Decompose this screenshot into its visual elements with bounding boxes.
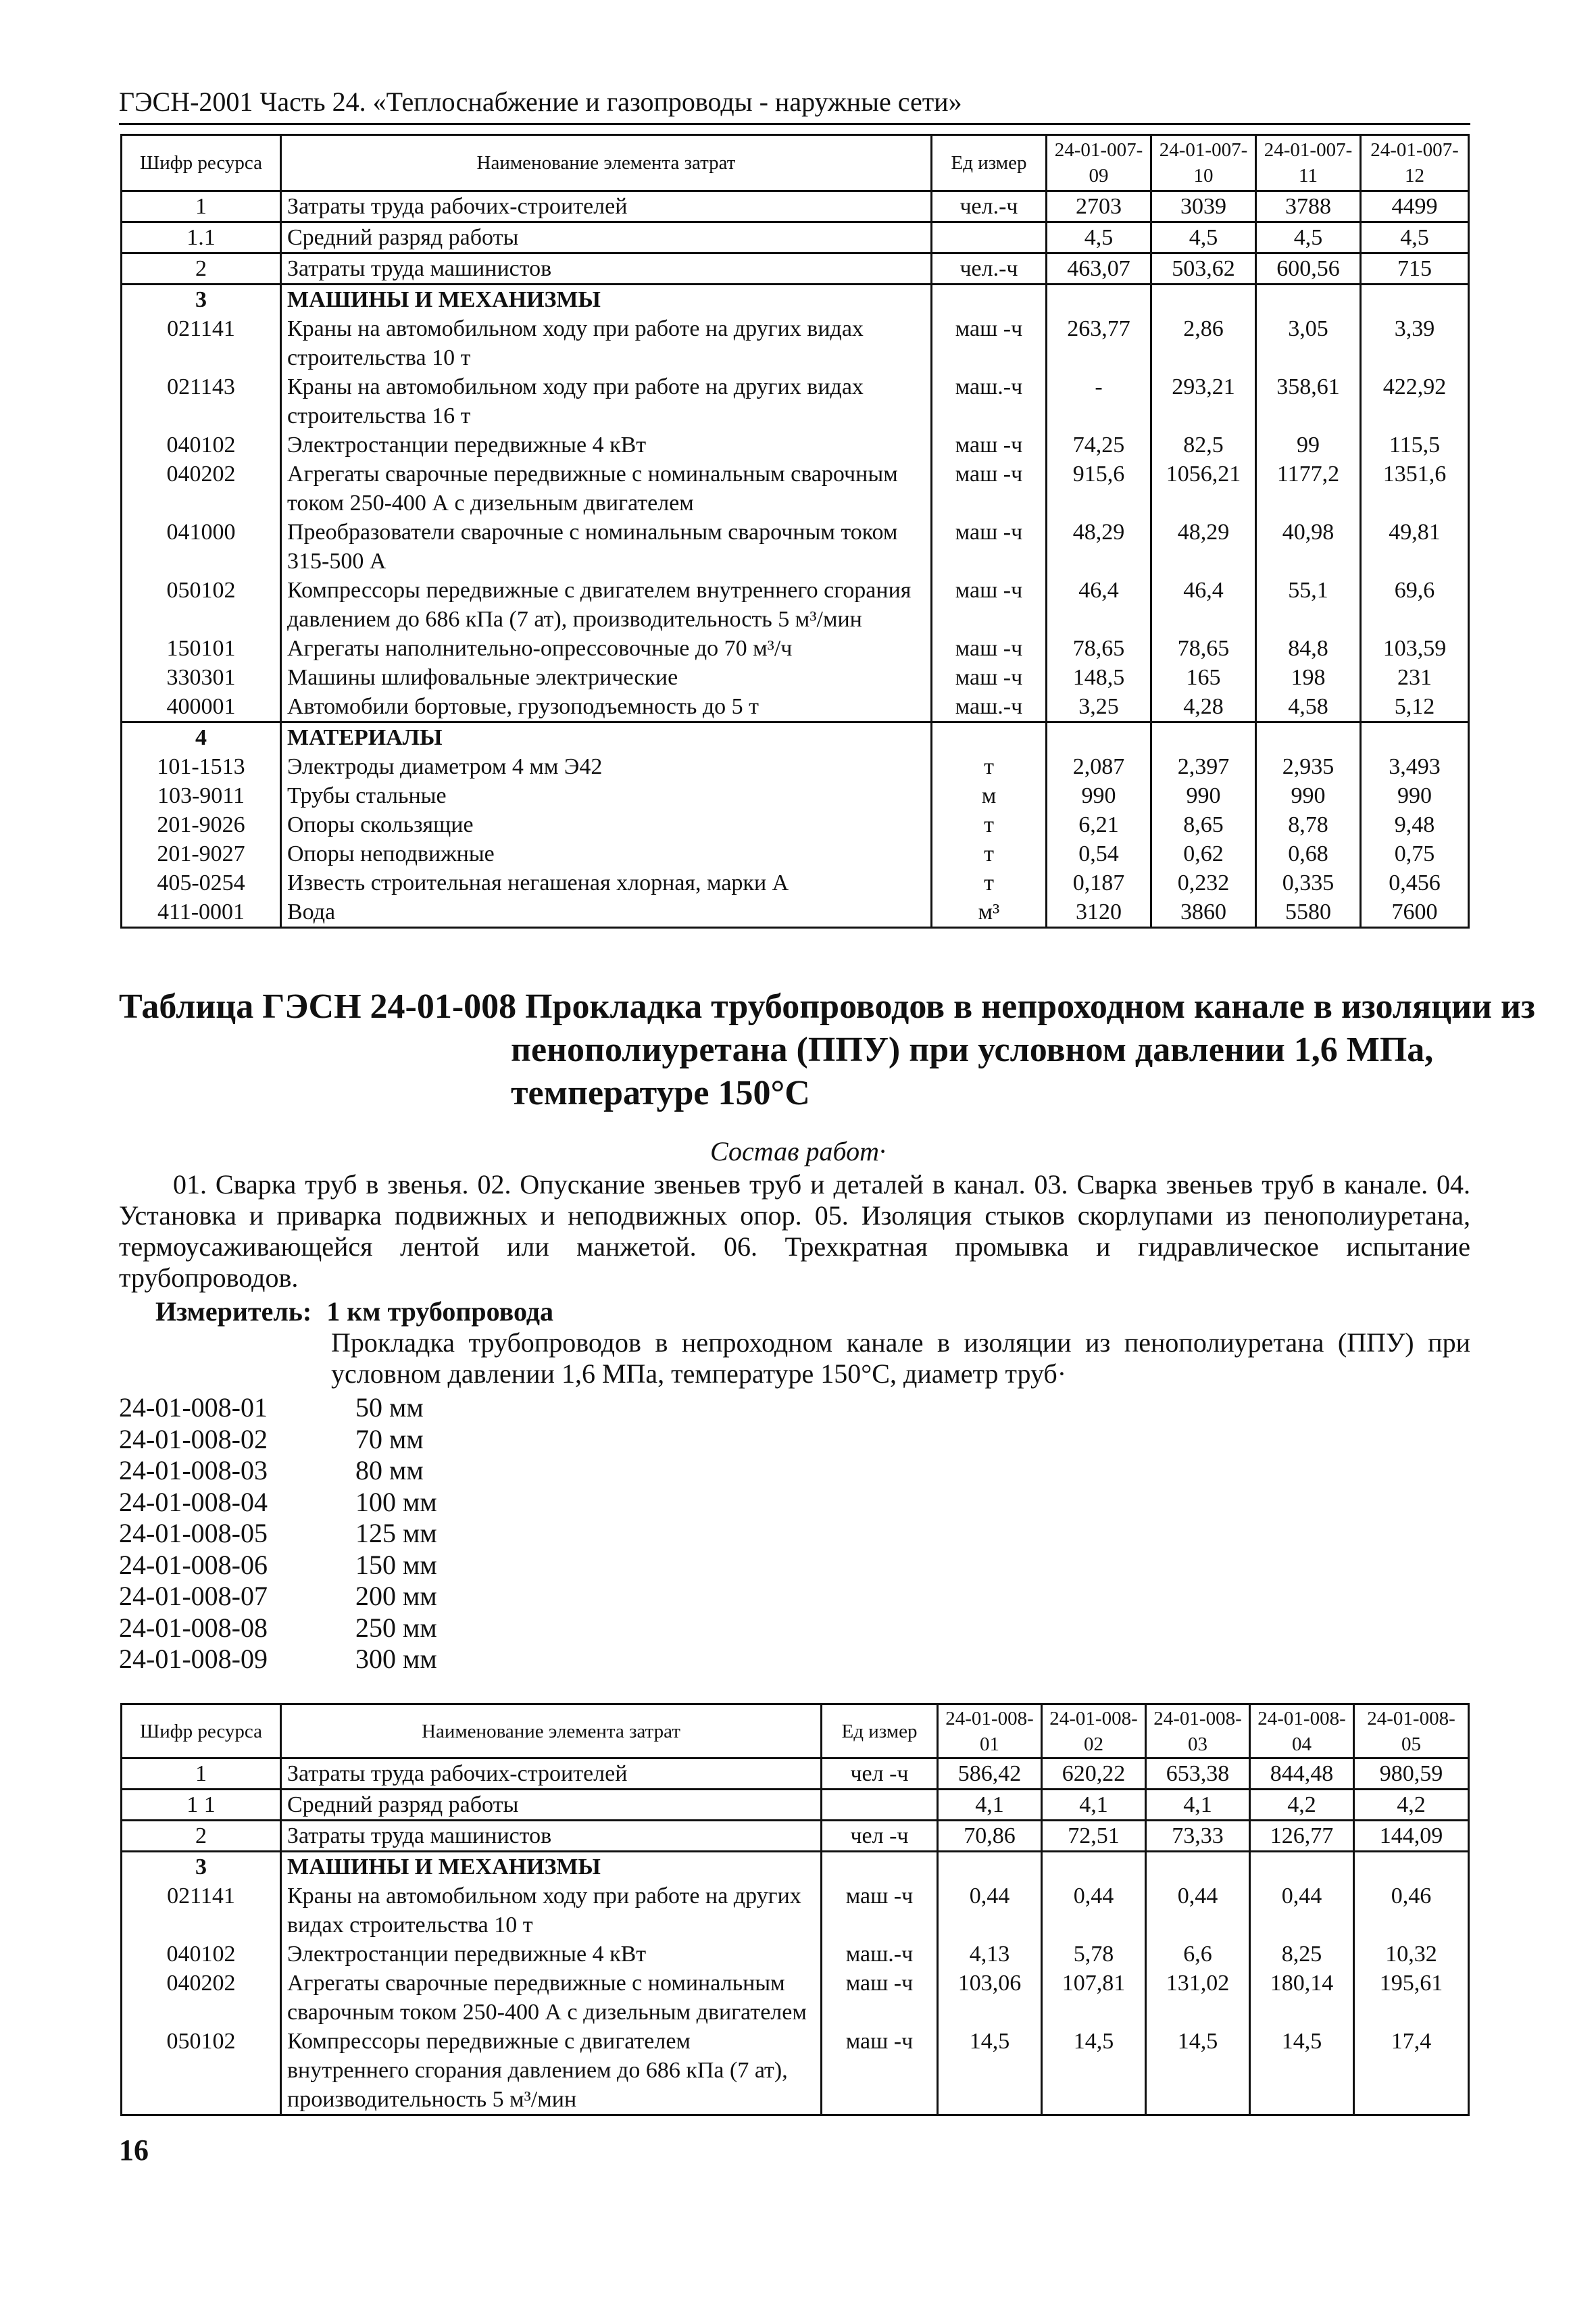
col-header-name: Наименование элемента затрат <box>281 135 932 191</box>
resource-code: 3 <box>122 1852 281 1882</box>
resource-unit: чел -ч <box>822 1758 938 1790</box>
works-text: 01. Сварка труб в звенья. 02. Опускание звеньев труб и деталей в канал. 03. Сварка звеньев труб в канале. 04. Установка и приварка подвижных и неподвижных опор. 05. Изоляция стыков скорлупами из пенополиуретана, термоусаживающейся лентой или манжетой. 06. Трехкратная промывка и гидравлическое испытание трубопроводов. <box>119 1169 1470 1293</box>
table-row <box>122 430 1469 460</box>
running-header: ГЭСН-2001 Часть 24. «Теплоснабжение и газопроводы - наружные сети» <box>119 85 1470 125</box>
resource-unit: т <box>932 752 1047 781</box>
resource-code: 1.1 <box>122 222 281 253</box>
norm-code: 24-01-008-04 <box>119 1486 268 1517</box>
resource-code: 040202 <box>122 1969 281 2027</box>
col-header-norm: 24-01-008-02 <box>1042 1704 1146 1758</box>
resource-value: 1351,6 <box>1361 460 1469 518</box>
resource-code: 021141 <box>122 314 281 372</box>
resource-value: 4,5 <box>1151 222 1256 253</box>
resource-code: 1 1 <box>122 1790 281 1821</box>
resource-value: 103,06 <box>938 1969 1042 2027</box>
resource-value: 144,09 <box>1354 1821 1469 1852</box>
table-row <box>122 810 1469 839</box>
resource-value: 990 <box>1047 781 1151 810</box>
table-row <box>122 1821 1469 1852</box>
resource-name: Компрессоры передвижные с двигателем внутреннего сгорания давлением до 686 кПа (7 ат), производительность 5 м³/мин <box>281 576 932 634</box>
resource-name: Электростанции передвижные 4 кВт <box>281 430 932 460</box>
resource-value: 5580 <box>1256 897 1361 928</box>
resource-value: 82,5 <box>1151 430 1256 460</box>
table-row <box>122 781 1469 810</box>
meter-value: 1 км трубопровода <box>326 1296 554 1327</box>
resource-value: 14,5 <box>1042 2027 1146 2115</box>
norm-row <box>119 1424 437 1456</box>
table-row <box>122 1758 1469 1790</box>
resource-value: 73,33 <box>1146 1821 1250 1852</box>
norm-code: 24-01-008-09 <box>119 1644 268 1674</box>
table-row <box>122 253 1469 285</box>
resource-value: 3,39 <box>1361 314 1469 372</box>
resource-name: Краны на автомобильном ходу при работе на других видах строительства 10 т <box>281 314 932 372</box>
pipe-diameter: 150 мм <box>355 1549 437 1580</box>
norm-code: 24-01-008-03 <box>119 1455 268 1485</box>
resource-code: 040102 <box>122 430 281 460</box>
resource-value: 198 <box>1256 663 1361 692</box>
resource-value: 7600 <box>1361 897 1469 928</box>
resource-value: 4,5 <box>1256 222 1361 253</box>
table-row <box>122 1790 1469 1821</box>
resource-value: 3860 <box>1151 897 1256 928</box>
col-header-name: Наименование элемента затрат <box>281 1704 822 1758</box>
col-header-unit: Ед измер <box>822 1704 938 1758</box>
resource-value: 0,232 <box>1151 868 1256 897</box>
resource-value: 10,32 <box>1354 1940 1469 1969</box>
norm-code: 24-01-008-02 <box>119 1423 268 1454</box>
resource-unit: чел -ч <box>822 1821 938 1852</box>
resource-value: 0,187 <box>1047 868 1151 897</box>
meter <box>155 1296 553 1327</box>
resource-value: 103,59 <box>1361 634 1469 663</box>
resource-value: 74,25 <box>1047 430 1151 460</box>
resource-unit: маш -ч <box>932 663 1047 692</box>
resource-code: 040102 <box>122 1940 281 1969</box>
resource-value: 49,81 <box>1361 518 1469 576</box>
resource-name: МАШИНЫ И МЕХАНИЗМЫ <box>281 1852 822 1882</box>
resource-name: МАТЕРИАЛЫ <box>281 722 932 753</box>
pipe-diameter: 70 мм <box>355 1423 424 1454</box>
resource-code: 1 <box>122 1758 281 1790</box>
table-row <box>122 897 1469 928</box>
resource-value: 263,77 <box>1047 314 1151 372</box>
resource-name: Затраты труда рабочих-строителей <box>281 1758 822 1790</box>
resource-name: Затраты труда машинистов <box>281 253 932 285</box>
table-row <box>122 868 1469 897</box>
resource-value <box>1361 722 1469 753</box>
resource-value: 14,5 <box>1146 2027 1250 2115</box>
resource-value: 40,98 <box>1256 518 1361 576</box>
norm-row <box>119 1518 437 1550</box>
resource-code: 1 <box>122 191 281 222</box>
resource-code: 021141 <box>122 1881 281 1940</box>
resource-value: 0,44 <box>938 1881 1042 1940</box>
norm-row <box>119 1581 437 1613</box>
resource-name: Средний разряд работы <box>281 222 932 253</box>
table-title <box>119 985 1535 1115</box>
col-header-norm: 24-01-008-01 <box>938 1704 1042 1758</box>
resource-unit: маш -ч <box>822 1881 938 1940</box>
resource-unit: м³ <box>932 897 1047 928</box>
resource-unit: чел.-ч <box>932 191 1047 222</box>
norm-code: 24-01-008-06 <box>119 1549 268 1580</box>
resource-unit: маш -ч <box>932 576 1047 634</box>
resource-code: 050102 <box>122 2027 281 2115</box>
norm-row <box>119 1613 437 1644</box>
norm-list <box>119 1392 437 1675</box>
resource-value: 78,65 <box>1151 634 1256 663</box>
resource-value: 131,02 <box>1146 1969 1250 2027</box>
norm-code: 24-01-008-05 <box>119 1518 268 1548</box>
resource-value: - <box>1047 372 1151 430</box>
resource-value: 78,65 <box>1047 634 1151 663</box>
norm-row <box>119 1644 437 1675</box>
resource-value: 5,78 <box>1042 1940 1146 1969</box>
pipe-diameter: 125 мм <box>355 1518 437 1548</box>
resource-name: Опоры скользящие <box>281 810 932 839</box>
resource-table-007 <box>120 134 1470 929</box>
table-row <box>122 576 1469 634</box>
resource-name: Электроды диаметром 4 мм Э42 <box>281 752 932 781</box>
resource-value: 4,2 <box>1354 1790 1469 1821</box>
table-row <box>122 372 1469 430</box>
resource-name: Агрегаты наполнительно-опрессовочные до 70 м³/ч <box>281 634 932 663</box>
resource-value: 14,5 <box>1250 2027 1354 2115</box>
resource-value <box>1250 1852 1354 1882</box>
resource-value: 600,56 <box>1256 253 1361 285</box>
resource-code: 411-0001 <box>122 897 281 928</box>
section-row <box>122 722 1469 753</box>
resource-value: 8,65 <box>1151 810 1256 839</box>
resource-unit: маш.-ч <box>932 692 1047 722</box>
page-number: 16 <box>119 2134 149 2167</box>
resource-code: 150101 <box>122 634 281 663</box>
resource-value: 17,4 <box>1354 2027 1469 2115</box>
resource-value: 2,86 <box>1151 314 1256 372</box>
col-header-unit: Ед измер <box>932 135 1047 191</box>
resource-name: МАШИНЫ И МЕХАНИЗМЫ <box>281 285 932 315</box>
resource-value: 990 <box>1256 781 1361 810</box>
resource-value <box>1047 722 1151 753</box>
resource-value: 715 <box>1361 253 1469 285</box>
resource-value <box>1047 285 1151 315</box>
resource-value: 2,935 <box>1256 752 1361 781</box>
table-row <box>122 692 1469 722</box>
resource-value: 4,28 <box>1151 692 1256 722</box>
resource-code: 201-9027 <box>122 839 281 868</box>
section-row <box>122 285 1469 315</box>
resource-unit: т <box>932 839 1047 868</box>
resource-name: Средний разряд работы <box>281 1790 822 1821</box>
resource-value: 620,22 <box>1042 1758 1146 1790</box>
resource-value: 9,48 <box>1361 810 1469 839</box>
resource-unit: чел.-ч <box>932 253 1047 285</box>
resource-value: 4,13 <box>938 1940 1042 1969</box>
resource-name: Агрегаты сварочные передвижные с номинальным сварочным током 250-400 А с дизельным двигателем <box>281 460 932 518</box>
table-row <box>122 1969 1469 2027</box>
norm-description: Прокладка трубопроводов в непроходном канале в изоляции из пенополиуретана (ППУ) при условном давлении 1,6 МПа, температуре 150°С, диаметр труб· <box>331 1327 1470 1389</box>
resource-code: 3 <box>122 285 281 315</box>
resource-value: 126,77 <box>1250 1821 1354 1852</box>
resource-value: 1056,21 <box>1151 460 1256 518</box>
resource-value <box>1042 1852 1146 1882</box>
resource-value <box>1256 722 1361 753</box>
table-row <box>122 839 1469 868</box>
resource-name: Компрессоры передвижные с двигателем внутреннего сгорания давлением до 686 кПа (7 ат), производительность 5 м³/мин <box>281 2027 822 2115</box>
resource-name: Краны на автомобильном ходу при работе на других видах строительства 10 т <box>281 1881 822 1940</box>
resource-value: 0,335 <box>1256 868 1361 897</box>
resource-value: 2703 <box>1047 191 1151 222</box>
resource-value: 46,4 <box>1151 576 1256 634</box>
resource-code: 021143 <box>122 372 281 430</box>
resource-value: 4,1 <box>938 1790 1042 1821</box>
resource-value: 148,5 <box>1047 663 1151 692</box>
resource-value: 4,58 <box>1256 692 1361 722</box>
table-row <box>122 314 1469 372</box>
resource-value: 5,12 <box>1361 692 1469 722</box>
resource-value: 69,6 <box>1361 576 1469 634</box>
resource-value: 4,2 <box>1250 1790 1354 1821</box>
resource-value: 915,6 <box>1047 460 1151 518</box>
resource-value: 4,5 <box>1047 222 1151 253</box>
resource-value: 8,78 <box>1256 810 1361 839</box>
resource-code: 2 <box>122 1821 281 1852</box>
table-row <box>122 663 1469 692</box>
resource-code: 2 <box>122 253 281 285</box>
resource-unit: м <box>932 781 1047 810</box>
resource-value: 0,44 <box>1042 1881 1146 1940</box>
resource-value: 4,1 <box>1146 1790 1250 1821</box>
section-row <box>122 1852 1469 1882</box>
table-row <box>122 518 1469 576</box>
col-header-norm: 24-01-008-03 <box>1146 1704 1250 1758</box>
resource-value: 2,087 <box>1047 752 1151 781</box>
resource-unit <box>932 222 1047 253</box>
col-header-norm: 24-01-007-09 <box>1047 135 1151 191</box>
resource-code: 103-9011 <box>122 781 281 810</box>
works-heading: Состав работ· <box>710 1136 886 1166</box>
resource-value: 358,61 <box>1256 372 1361 430</box>
col-header-code: Шифр ресурса <box>122 135 281 191</box>
resource-value: 0,75 <box>1361 839 1469 868</box>
resource-unit <box>932 722 1047 753</box>
table-row <box>122 2027 1469 2115</box>
resource-unit: маш -ч <box>932 460 1047 518</box>
col-header-norm: 24-01-007-10 <box>1151 135 1256 191</box>
resource-value <box>1151 285 1256 315</box>
resource-table-008 <box>120 1703 1470 2116</box>
resource-name: Вода <box>281 897 932 928</box>
resource-name: Машины шлифовальные электрические <box>281 663 932 692</box>
table-title-line-1: Таблица ГЭСН 24-01-008 Прокладка трубопроводов в непроходном канале в изоляции из <box>119 987 1535 1026</box>
resource-value: 2,397 <box>1151 752 1256 781</box>
resource-value: 3120 <box>1047 897 1151 928</box>
col-header-norm: 24-01-007-12 <box>1361 135 1469 191</box>
resource-value: 180,14 <box>1250 1969 1354 2027</box>
norm-code: 24-01-008-08 <box>119 1612 268 1643</box>
resource-code: 050102 <box>122 576 281 634</box>
resource-unit: маш -ч <box>932 430 1047 460</box>
resource-name: Краны на автомобильном ходу при работе на других видах строительства 16 т <box>281 372 932 430</box>
pipe-diameter: 100 мм <box>355 1486 437 1517</box>
table-row <box>122 222 1469 253</box>
pipe-diameter: 250 мм <box>355 1612 437 1643</box>
resource-value: 0,46 <box>1354 1881 1469 1940</box>
resource-value: 195,61 <box>1354 1969 1469 2027</box>
resource-value: 293,21 <box>1151 372 1256 430</box>
resource-value: 8,25 <box>1250 1940 1354 1969</box>
pipe-diameter: 300 мм <box>355 1644 437 1674</box>
resource-name: Электростанции передвижные 4 кВт <box>281 1940 822 1969</box>
resource-value: 0,44 <box>1146 1881 1250 1940</box>
resource-code: 041000 <box>122 518 281 576</box>
resource-value: 3,493 <box>1361 752 1469 781</box>
resource-value: 6,6 <box>1146 1940 1250 1969</box>
resource-code: 400001 <box>122 692 281 722</box>
norm-code: 24-01-008-07 <box>119 1581 268 1611</box>
resource-value: 1177,2 <box>1256 460 1361 518</box>
pipe-diameter: 80 мм <box>355 1455 424 1485</box>
resource-value: 4499 <box>1361 191 1469 222</box>
resource-unit: маш -ч <box>932 518 1047 576</box>
pipe-diameter: 200 мм <box>355 1581 437 1611</box>
table-title-line-2: пенополиуретана (ППУ) при условном давлении 1,6 МПа, температуре 150°С <box>511 1031 1434 1112</box>
resource-value: 107,81 <box>1042 1969 1146 2027</box>
resource-value: 0,62 <box>1151 839 1256 868</box>
resource-value: 99 <box>1256 430 1361 460</box>
resource-name: Автомобили бортовые, грузоподъемность до 5 т <box>281 692 932 722</box>
resource-unit: маш -ч <box>932 634 1047 663</box>
resource-value: 0,456 <box>1361 868 1469 897</box>
resource-value: 46,4 <box>1047 576 1151 634</box>
resource-name: Опоры неподвижные <box>281 839 932 868</box>
resource-unit <box>932 285 1047 315</box>
resource-name: Затраты труда рабочих-строителей <box>281 191 932 222</box>
resource-value: 0,54 <box>1047 839 1151 868</box>
resource-value: 48,29 <box>1047 518 1151 576</box>
meter-label: Измеритель: <box>155 1296 312 1327</box>
resource-value: 0,44 <box>1250 1881 1354 1940</box>
norm-row <box>119 1487 437 1519</box>
resource-unit: маш -ч <box>822 1969 938 2027</box>
norm-row <box>119 1550 437 1581</box>
resource-value <box>1354 1852 1469 1882</box>
col-header-norm: 24-01-007-11 <box>1256 135 1361 191</box>
resource-unit <box>822 1852 938 1882</box>
resource-value: 115,5 <box>1361 430 1469 460</box>
resource-value <box>1146 1852 1250 1882</box>
resource-value <box>1361 285 1469 315</box>
resource-unit: маш.-ч <box>822 1940 938 1969</box>
resource-value: 653,38 <box>1146 1758 1250 1790</box>
resource-value: 586,42 <box>938 1758 1042 1790</box>
table-row <box>122 752 1469 781</box>
resource-code: 201-9026 <box>122 810 281 839</box>
table-row <box>122 634 1469 663</box>
resource-unit: маш -ч <box>822 2027 938 2115</box>
resource-value: 0,68 <box>1256 839 1361 868</box>
resource-value: 48,29 <box>1151 518 1256 576</box>
resource-value: 990 <box>1361 781 1469 810</box>
resource-value: 422,92 <box>1361 372 1469 430</box>
resource-name: Агрегаты сварочные передвижные с номинальным сварочным током 250-400 А с дизельным двигателем <box>281 1969 822 2027</box>
resource-code: 040202 <box>122 460 281 518</box>
resource-value: 844,48 <box>1250 1758 1354 1790</box>
resource-value: 84,8 <box>1256 634 1361 663</box>
resource-value <box>938 1852 1042 1882</box>
resource-code: 101-1513 <box>122 752 281 781</box>
resource-unit: т <box>932 868 1047 897</box>
resource-unit: т <box>932 810 1047 839</box>
resource-name: Затраты труда машинистов <box>281 1821 822 1852</box>
resource-value: 6,21 <box>1047 810 1151 839</box>
resource-code: 330301 <box>122 663 281 692</box>
resource-name: Трубы стальные <box>281 781 932 810</box>
resource-value: 231 <box>1361 663 1469 692</box>
resource-value: 980,59 <box>1354 1758 1469 1790</box>
norm-row <box>119 1455 437 1487</box>
resource-name: Преобразователи сварочные с номинальным сварочным током 315-500 А <box>281 518 932 576</box>
norm-code: 24-01-008-01 <box>119 1392 268 1423</box>
resource-code: 405-0254 <box>122 868 281 897</box>
col-header-norm: 24-01-008-05 <box>1354 1704 1469 1758</box>
resource-unit <box>822 1790 938 1821</box>
resource-value: 990 <box>1151 781 1256 810</box>
resource-value: 3788 <box>1256 191 1361 222</box>
resource-value: 3,05 <box>1256 314 1361 372</box>
resource-value: 165 <box>1151 663 1256 692</box>
resource-unit: маш.-ч <box>932 372 1047 430</box>
table-row <box>122 1881 1469 1940</box>
table-row <box>122 1940 1469 1969</box>
col-header-code: Шифр ресурса <box>122 1704 281 1758</box>
resource-value: 4,5 <box>1361 222 1469 253</box>
resource-value: 70,86 <box>938 1821 1042 1852</box>
resource-value: 14,5 <box>938 2027 1042 2115</box>
resource-value: 3,25 <box>1047 692 1151 722</box>
resource-value <box>1151 722 1256 753</box>
col-header-norm: 24-01-008-04 <box>1250 1704 1354 1758</box>
resource-code: 4 <box>122 722 281 753</box>
resource-value: 463,07 <box>1047 253 1151 285</box>
table-row <box>122 460 1469 518</box>
table-row <box>122 191 1469 222</box>
pipe-diameter: 50 мм <box>355 1392 424 1423</box>
resource-value: 72,51 <box>1042 1821 1146 1852</box>
resource-unit: маш -ч <box>932 314 1047 372</box>
resource-value: 55,1 <box>1256 576 1361 634</box>
resource-name: Известь строительная негашеная хлорная, марки А <box>281 868 932 897</box>
resource-value: 3039 <box>1151 191 1256 222</box>
resource-value: 4,1 <box>1042 1790 1146 1821</box>
norm-row <box>119 1392 437 1424</box>
resource-value <box>1256 285 1361 315</box>
resource-value: 503,62 <box>1151 253 1256 285</box>
